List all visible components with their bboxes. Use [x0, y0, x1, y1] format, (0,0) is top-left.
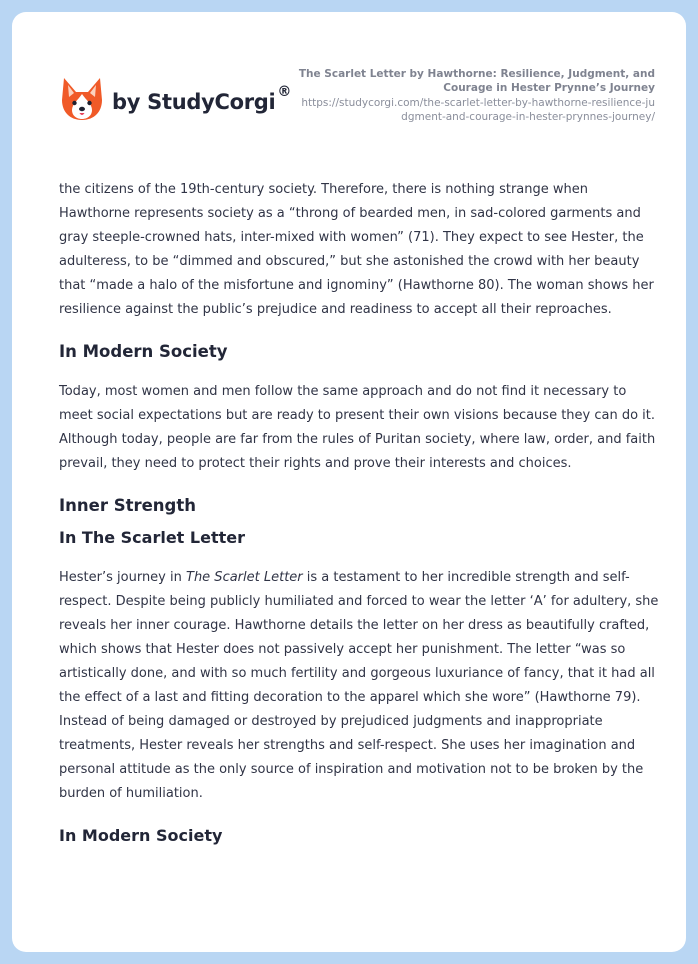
page-header [12, 12, 686, 162]
corgi-logo-icon [60, 76, 104, 122]
paragraph [59, 566, 659, 806]
document-page [12, 12, 686, 952]
book-title: The Scarlet Letter [186, 570, 303, 585]
document-body [59, 178, 659, 847]
subsection-heading: In Modern Society [59, 826, 223, 845]
registered-mark: ® [277, 84, 292, 100]
paragraph-text: is a testament to her incredible strength and self-respect. Despite being publicly humiliated and forced to wear the letter ‘A’ for adultery, she reveals her inner courage. Hawthorne details the letter on her dress as beautifully crafted, which shows that Hester does not passively accept her punishment. The letter “was so artistically done, and with so much fertility and gorgeous luxuriance of fancy, that it had all the effect of a last and fitting decoration to the apparel which she wore” (Hawthorne 79). Instead of being damaged or destroyed by prejudiced judgments and inappropriate treatments, Hester reveals her strengths and self-respect. She uses her imagination and personal attitude as the only source of inspiration and motivation not to be broken by the burden of humiliation. [59, 570, 659, 801]
studycorgi-logo[interactable] [60, 76, 291, 122]
paragraph: Today, most women and men follow the same approach and do not find it necessary to meet social expectations but are ready to present their own visions because they can do it. Although today, people are far from the rules of Puritan society, where law, order, and faith prevail, they need to protect their rights and prove their interests and choices. [59, 384, 656, 471]
paragraph-text: Hester’s journey in [59, 570, 186, 585]
document-url[interactable]: https://studycorgi.com/the-scarlet-letter-by-hawthorne-resilience-judgment-and-courage-in-hester-prynnes-journey/ [301, 97, 655, 123]
document-title: The Scarlet Letter by Hawthorne: Resilience, Judgment, and Courage in Hester Prynne’s Journey [298, 68, 655, 94]
section-heading: Inner Strength [59, 496, 196, 515]
subsection-heading: In The Scarlet Letter [59, 528, 245, 547]
section-heading: In Modern Society [59, 342, 228, 361]
document-meta [295, 67, 655, 124]
brand-name: by StudyCorgi ® [112, 84, 292, 114]
paragraph: the citizens of the 19th-century society. Therefore, there is nothing strange when Hawthorne represents society as a “throng of bearded men, in sad-colored garments and gray steeple-crowned hats, inter-mixed with women” (71). They expect to see Hester, the adulteress, to be “dimmed and obscured,” but she astonished the crowd with her beauty that “made a halo of the misfortune and ignominy” (Hawthorne 80). The woman shows her resilience against the public’s prejudice and readiness to accept all their reproaches. [59, 182, 654, 317]
